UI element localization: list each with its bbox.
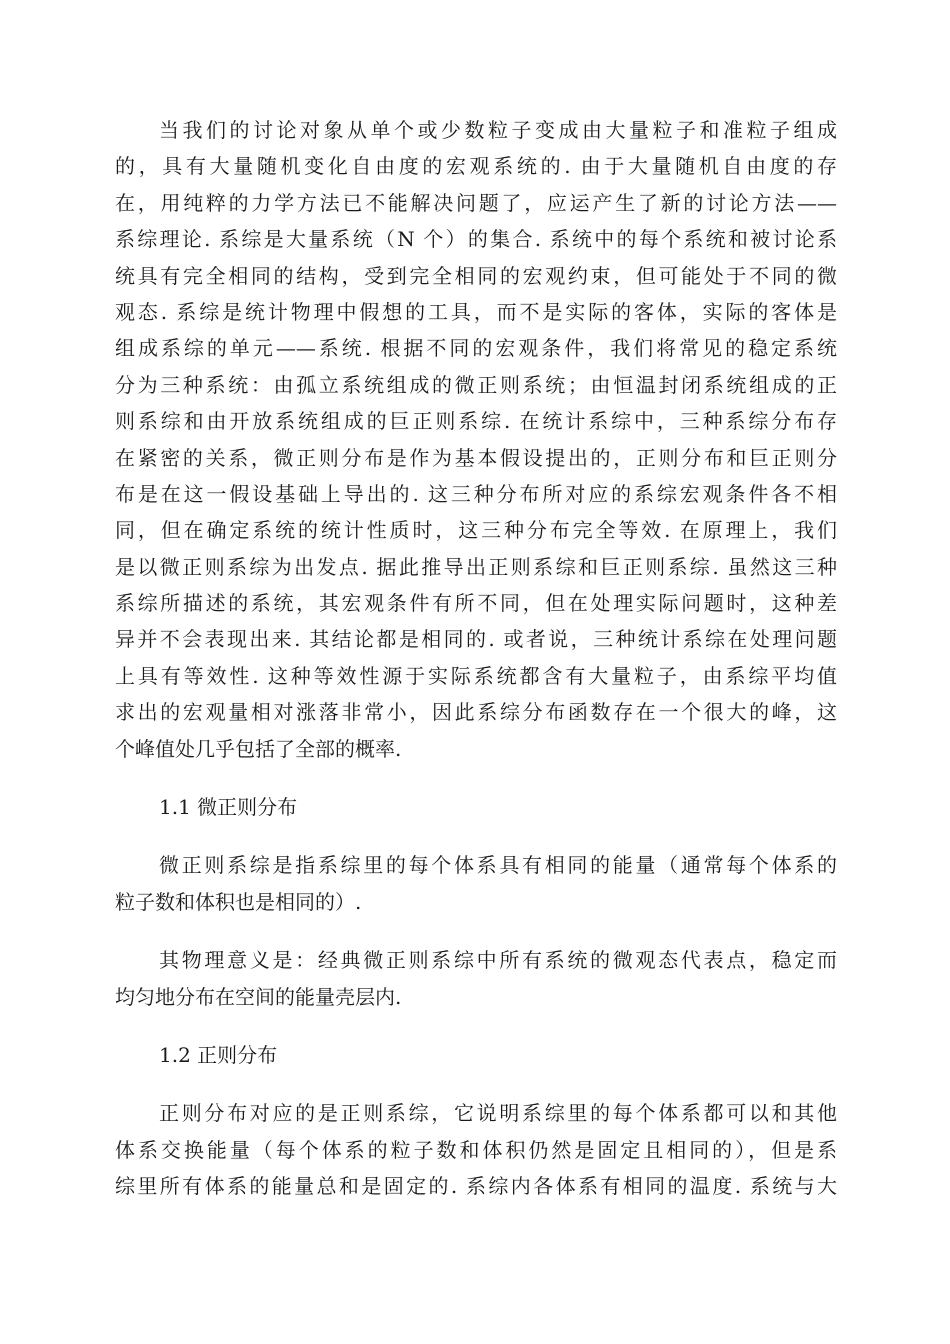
text-line: 系综理论. 系综是大量系统（N 个）的集合. 系统中的每个系统和被讨论系 bbox=[115, 227, 837, 252]
text-line: 系综所描述的系统，其宏观条件有所不同，但在处理实际问题时，这种差 bbox=[115, 591, 837, 616]
paragraph-microcanonical-definition bbox=[115, 847, 837, 920]
section-heading-canonical: 1.2 正则分布 bbox=[159, 1042, 278, 1067]
spacer bbox=[115, 1015, 837, 1037]
text-line: 的，具有大量随机变化自由度的宏观系统的. 由于大量随机自由度的存 bbox=[115, 154, 837, 179]
text-line: 在，用纯粹的力学方法已不能解决问题了，应运产生了新的讨论方法—— bbox=[115, 190, 837, 215]
text-line: 均匀地分布在空间的能量壳层内. bbox=[115, 984, 402, 1009]
spacer bbox=[115, 825, 837, 847]
text-line: 其物理意义是：经典微正则系综中所有系统的微观态代表点，稳定而 bbox=[159, 948, 837, 973]
section-heading-microcanonical: 1.1 微正则分布 bbox=[159, 795, 298, 820]
text-line: 则系综和由开放系统组成的巨正则系综. 在统计系综中，三种系综分布存 bbox=[115, 409, 837, 434]
spacer bbox=[115, 767, 837, 789]
spacer bbox=[115, 1073, 837, 1095]
text-line: 体系交换能量（每个体系的粒子数和体积仍然是固定且相同的），但是系 bbox=[115, 1137, 837, 1162]
text-line: 微正则系综是指系综里的每个体系具有相同的能量（通常每个体系的 bbox=[159, 853, 837, 878]
text-line: 当我们的讨论对象从单个或少数粒子变成由大量粒子和准粒子组成 bbox=[159, 118, 837, 142]
text-line: 同，但在确定系统的统计性质时，这三种分布完全等效. 在原理上，我们 bbox=[115, 518, 837, 543]
text-line: 观态. 系综是统计物理中假想的工具，而不是实际的客体，实际的客体是 bbox=[115, 299, 837, 324]
text-line: 上具有等效性. 这种等效性源于实际系统都含有大量粒子，由系综平均值 bbox=[115, 663, 837, 688]
paragraph-canonical-definition bbox=[115, 1095, 837, 1204]
text-line: 综里所有体系的能量总和是固定的. 系综内各体系有相同的温度. 系统与大 bbox=[115, 1174, 837, 1199]
text-line: 异并不会表现出来. 其结论都是相同的. 或者说，三种统计系综在处理问题 bbox=[115, 627, 837, 652]
text-line: 是以微正则系综为出发点. 据此推导出正则系综和巨正则系综. 虽然这三种 bbox=[115, 554, 837, 579]
text-line: 正则分布对应的是正则系综，它说明系综里的每个体系都可以和其他 bbox=[159, 1101, 837, 1126]
text-line: 粒子数和体积也是相同的）. bbox=[115, 889, 362, 914]
text-line: 求出的宏观量相对涨落非常小，因此系综分布函数存在一个很大的峰，这 bbox=[115, 700, 837, 725]
document-page bbox=[115, 112, 837, 1205]
paragraph-physical-meaning bbox=[115, 942, 837, 1015]
text-line: 统具有完全相同的结构，受到完全相同的宏观约束，但可能处于不同的微 bbox=[115, 263, 837, 288]
text-line: 布是在这一假设基础上导出的. 这三种分布所对应的系综宏观条件各不相 bbox=[115, 481, 837, 506]
text-line: 个峰值处几乎包括了全部的概率. bbox=[115, 736, 402, 761]
spacer bbox=[115, 920, 837, 942]
paragraph-ensemble-theory bbox=[115, 112, 837, 767]
text-line: 分为三种系统：由孤立系统组成的微正则系统；由恒温封闭系统组成的正 bbox=[115, 372, 837, 397]
text-line: 组成系综的单元——系统. 根据不同的宏观条件，我们将常见的稳定系统 bbox=[115, 336, 837, 361]
text-line: 在紧密的关系，微正则分布是作为基本假设提出的，正则分布和巨正则分 bbox=[115, 445, 837, 470]
